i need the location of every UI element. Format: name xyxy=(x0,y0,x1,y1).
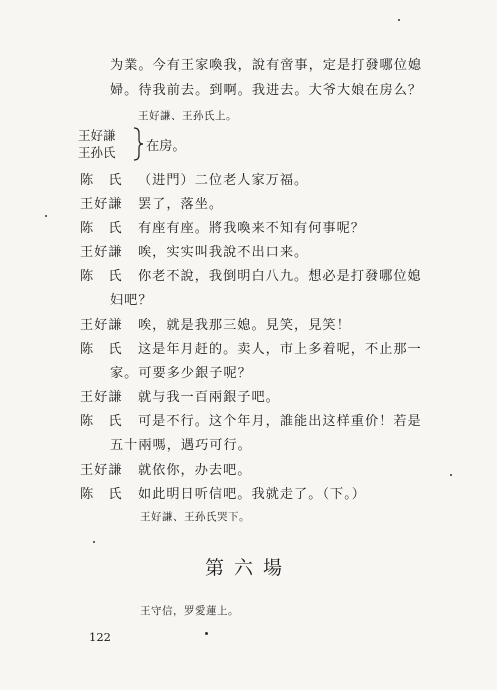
speaker-label: 王好謙 xyxy=(80,197,123,212)
speaker-label: 陈 氏 xyxy=(80,342,123,357)
speaker-label: 陈 氏 xyxy=(80,221,123,236)
print-speck xyxy=(398,19,400,21)
dialogue-line: 就与我一百兩銀子吧。 xyxy=(138,390,280,405)
page-number: 122 xyxy=(89,630,111,644)
speaker-label: 陈 氏 xyxy=(80,173,123,188)
speaker-label: 陈 氏 xyxy=(80,414,123,429)
dialogue-continuation: 家。可要多少銀子呢？ xyxy=(110,366,252,381)
brace-dialogue xyxy=(78,127,208,161)
continuation-line-2: 婦。待我前去。到啊。我进去。大爷大娘在房么？ xyxy=(110,83,423,98)
dialogue-line: 可是不行。这个年月，誰能出这样重价！若是 xyxy=(138,414,422,429)
speaker-label: 王好謙 xyxy=(80,245,123,260)
print-speck xyxy=(93,541,95,543)
dialogue-continuation: 妇吧？ xyxy=(110,293,153,308)
stage-direction-scene-6: 王守信，罗愛蓮上。 xyxy=(140,605,239,617)
continuation-line-1: 为業。今有王家喚我，說有啻事，定是打發哪位媳 xyxy=(110,58,423,73)
dialogue-line: （进門）二位老人家万福。 xyxy=(138,173,309,188)
speaker-label: 陈 氏 xyxy=(80,269,123,284)
stage-direction-entrance: 王好謙、王孙氏上。 xyxy=(138,110,237,122)
stage-direction-exit: 王好謙、王孙氏哭下。 xyxy=(140,511,250,523)
print-speck xyxy=(450,474,452,476)
dialogue-continuation: 五十兩嗎，遇巧可行。 xyxy=(110,438,252,453)
brace-speaker-2: 王孙氏 xyxy=(78,145,116,160)
speaker-label: 陈 氏 xyxy=(80,487,123,502)
brace-line: 在房。 xyxy=(146,139,186,154)
print-speck xyxy=(205,632,208,635)
print-speck xyxy=(45,215,47,217)
dialogue-line: 唉，实实叫我說不出口来。 xyxy=(138,245,309,260)
scene-heading: 第六場 xyxy=(204,557,292,579)
dialogue-line: 这是年月赶的。卖人，市上多着呢，不止那一 xyxy=(138,342,422,357)
dialogue-line: 如此明日听信吧。我就走了。（下。） xyxy=(138,487,366,502)
dialogue-line: 罢了，落坐。 xyxy=(138,197,224,212)
dialogue-line: 你老不說，我倒明白八九。想必是打發哪位媳 xyxy=(138,269,422,284)
brace-speakers xyxy=(78,127,116,161)
speaker-label: 王好謙 xyxy=(80,463,123,478)
brace-speaker-1: 王好謙 xyxy=(78,128,116,143)
dialogue-line: 有座有座。將我喚来不知有何事呢？ xyxy=(138,221,365,236)
dialogue-line: 就依你，办去吧。 xyxy=(138,463,252,478)
dialogue-line: 唉，就是我那三媳。見笑，見笑！ xyxy=(138,318,351,333)
speaker-label: 王好謙 xyxy=(80,318,123,333)
curly-brace-icon xyxy=(132,127,144,161)
speaker-label: 王好謙 xyxy=(80,390,123,405)
